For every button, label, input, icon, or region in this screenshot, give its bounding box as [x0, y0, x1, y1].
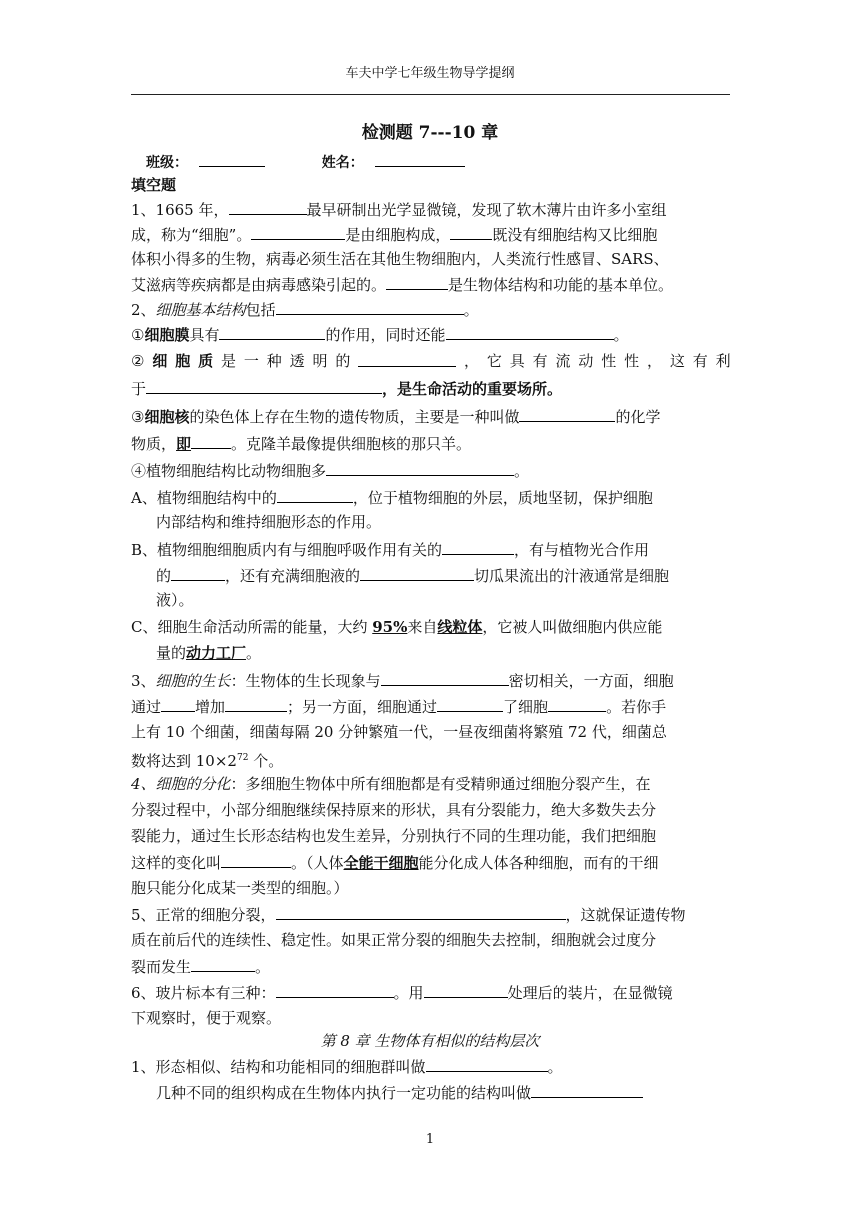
class-field[interactable] — [199, 152, 265, 167]
q2-text: 。 — [246, 644, 262, 662]
term-cytoplasm-char: 胞 — [175, 352, 191, 370]
q2-cytoplasm-line — [131, 352, 731, 370]
term-cell-membrane: 细胞膜 — [144, 326, 190, 344]
q2-text: ，有与植物光合作用 — [514, 541, 650, 559]
answer-blank[interactable] — [446, 325, 614, 340]
percent-value: 95% — [372, 618, 408, 636]
q4-text: 能分化成人体各种细胞，而有的干细 — [418, 854, 659, 872]
q2-text: 。 — [463, 301, 479, 319]
q2-text: 的化学 — [615, 408, 661, 426]
q1-line-4 — [131, 275, 731, 294]
class-label: 班级： — [146, 155, 188, 171]
q2-text: ④植物细胞结构比动物细胞多 — [131, 462, 327, 480]
answer-blank[interactable] — [276, 300, 464, 315]
header-rule — [131, 94, 730, 95]
q3-line-3: 上有 10 个细菌，细菌每隔 20 分钟繁殖一代，一昼夜细菌将繁殖 72 代，细菌总 — [131, 723, 667, 741]
q2-char: 有 — [532, 352, 548, 370]
q2-text: 具有 — [189, 326, 220, 344]
answer-blank[interactable] — [326, 461, 514, 476]
answer-blank[interactable] — [531, 1083, 643, 1098]
answer-blank[interactable] — [277, 488, 353, 503]
q3-italic-term: 细胞的生长 — [155, 672, 231, 690]
q2-char: 透 — [289, 352, 305, 370]
q2-nucleus-line — [131, 407, 731, 426]
q3-line-2 — [131, 697, 731, 716]
q2-text: A、植物细胞结构中的 — [131, 489, 277, 507]
name-field[interactable] — [375, 152, 465, 167]
q1-line-1 — [131, 200, 731, 219]
q3-line-4 — [131, 749, 731, 770]
q2-c-line-1 — [131, 618, 731, 636]
exponent: 72 — [236, 753, 249, 763]
q2-char: 它 — [486, 352, 502, 370]
answer-blank[interactable] — [191, 434, 231, 449]
q2-text: ，它被人叫做细胞内供应能 — [482, 618, 663, 636]
answer-blank[interactable] — [146, 379, 382, 394]
q3-text: 增加 — [195, 698, 226, 716]
term-mitochondria: 线粒体 — [437, 618, 483, 636]
q2-char: 是 — [220, 352, 236, 370]
q2-char: ， — [464, 352, 480, 370]
q5-text: 裂而发生 — [131, 958, 192, 976]
page-header: 车夫中学七年级生物导学提纲 — [345, 66, 515, 81]
q4-text: 这样的变化叫 — [131, 854, 222, 872]
q1-text: 是生物体结构和功能的基本单位。 — [448, 276, 674, 294]
q2-text: ③ — [131, 408, 145, 426]
answer-blank[interactable] — [276, 983, 394, 998]
q2-nucleus-line-2 — [131, 434, 731, 453]
term-cytoplasm-char: 细 — [152, 352, 168, 370]
q2-char: 动 — [578, 352, 594, 370]
answer-blank[interactable] — [251, 225, 345, 240]
q4-text: 。（人体 — [291, 854, 344, 872]
q2-char: 流 — [555, 352, 571, 370]
c8-text: 。 — [547, 1058, 563, 1076]
q3-text: ；另一方面，细胞通过 — [287, 698, 438, 716]
q5-line-3 — [131, 957, 731, 976]
answer-blank[interactable] — [171, 566, 225, 581]
q2-line-1 — [131, 300, 731, 319]
answer-blank[interactable] — [386, 275, 448, 290]
q6-line-1 — [131, 983, 731, 1002]
q2-b-line-1 — [131, 540, 731, 559]
q2-text: 2、 — [131, 301, 156, 319]
q4-italic-term: 4、细胞的分化 — [131, 775, 231, 793]
q2-char: 一 — [243, 352, 259, 370]
q3-text: 。若你手 — [606, 698, 667, 716]
q3-text: 数将达到 10×2 — [131, 752, 237, 770]
q2-char: 有 — [692, 352, 708, 370]
q6-text: 6、玻片标本有三种： — [131, 984, 276, 1002]
answer-blank[interactable] — [358, 352, 456, 367]
section-heading: 填空题 — [131, 176, 177, 194]
q1-text: 艾滋病等疾病都是由病毒感染引起的。 — [131, 276, 387, 294]
q5-line-1 — [131, 905, 731, 924]
q3-text: 了细胞 — [503, 698, 549, 716]
q4-line-5: 胞只能分化成某一类型的细胞。） — [131, 879, 349, 897]
answer-blank[interactable] — [442, 540, 514, 555]
q2-char: 种 — [266, 352, 282, 370]
q2-text: 包括 — [245, 301, 276, 319]
q3-text: ：生物体的生长现象与 — [230, 672, 381, 690]
q2-text: 来自 — [407, 618, 438, 636]
q5-line-2: 质在前后代的连续性、稳定性。如果正常分裂的细胞失去控制，细胞就会过度分 — [131, 931, 657, 949]
answer-blank[interactable] — [450, 225, 492, 240]
q2-text: 的作用，同时还能 — [325, 326, 446, 344]
q2-text: 于 — [131, 380, 147, 398]
q6-text: 处理后的装片，在显微镜 — [507, 984, 673, 1002]
q2-text: 物质， — [131, 435, 177, 453]
c8-line-2 — [156, 1083, 756, 1102]
q2-plant-line — [131, 461, 731, 480]
q2-text: 切瓜果流出的汁液通常是细胞 — [474, 567, 670, 585]
q2-text: C、细胞生命活动所需的能量，大约 — [131, 618, 373, 636]
q3-text: 个。 — [248, 752, 284, 770]
q1-text: 既没有细胞结构又比细胞 — [492, 226, 658, 244]
q2-bold-text: ，是生命活动的重要场所。 — [382, 380, 563, 398]
q4-line-2: 分裂过程中，小部分细胞继续保持原来的形状，具有分裂能力，绝大多数失去分 — [131, 801, 657, 819]
q5-text: 。 — [255, 958, 271, 976]
q2-italic-term: 细胞基本结构 — [155, 301, 246, 319]
answer-blank[interactable] — [229, 200, 307, 215]
q2-char: ， — [647, 352, 663, 370]
q1-line-3: 体积小得多的生物，病毒必须生活在其他生物细胞内，人类流行性感冒、SARS、 — [131, 250, 669, 268]
q2-text: 。克隆羊最像提供细胞核的那只羊。 — [231, 435, 472, 453]
answer-blank[interactable] — [221, 853, 291, 868]
q3-line-1 — [131, 671, 731, 690]
name-label: 姓名： — [321, 155, 364, 171]
q1-text: 最早研制出光学显微镜，发现了软木薄片由许多小室组 — [306, 201, 667, 219]
q4-line-3: 裂能力，通过生长形态结构也发生差异，分别执行不同的生理功能，我们把细胞 — [131, 827, 657, 845]
answer-blank[interactable] — [161, 697, 195, 712]
q4-line-1 — [131, 775, 731, 793]
q2-bold-underlined: 即 — [176, 435, 192, 453]
q2-text: ，还有充满细胞液的 — [225, 567, 361, 585]
answer-blank[interactable] — [225, 697, 287, 712]
q2-char: 明 — [312, 352, 328, 370]
q2-char: ② — [131, 352, 145, 370]
answer-blank[interactable] — [219, 325, 325, 340]
term-cytoplasm-char: 质 — [198, 352, 214, 370]
q2-char: 利 — [715, 352, 731, 370]
q6-text: 。用 — [393, 984, 424, 1002]
answer-blank[interactable] — [426, 1057, 548, 1072]
q2-membrane-line — [131, 325, 731, 344]
answer-blank[interactable] — [191, 957, 255, 972]
term-nucleus: 细胞核 — [144, 408, 190, 426]
q2-text: 的染色体上存在生物的遗传物质，主要是一种叫做 — [189, 408, 520, 426]
q5-text: ，这就保证遗传物 — [565, 906, 686, 924]
q2-b-line-3: 液）。 — [156, 591, 194, 609]
chapter-heading: 第 8 章 生物体有相似的结构层次 — [320, 1032, 540, 1050]
q2-text: 。 — [613, 326, 629, 344]
q4-text: ：多细胞生物体中所有细胞都是有受精卵通过细胞分裂产生，在 — [230, 775, 651, 793]
q1-text: 是由细胞构成， — [345, 226, 451, 244]
q4-line-4 — [131, 853, 731, 872]
answer-blank[interactable] — [381, 671, 509, 686]
c8-line-1 — [131, 1057, 731, 1076]
q2-text: 量的 — [156, 644, 187, 662]
page-title: 检测题 7---10 章 — [361, 123, 499, 143]
q2-text: 。 — [514, 462, 530, 480]
q2-c-line-2 — [156, 644, 756, 662]
q2-text: ，位于植物细胞的外层，质地坚韧，保护细胞 — [352, 489, 653, 507]
c8-text: 1、形态相似、结构和功能相同的细胞群叫做 — [131, 1058, 426, 1076]
q2-cytoplasm-line-2 — [131, 379, 731, 398]
answer-blank[interactable] — [437, 697, 503, 712]
answer-blank[interactable] — [424, 983, 508, 998]
q1-text: 成，称为“细胞”。 — [131, 226, 252, 244]
term-stem-cell: 全能干细胞 — [343, 854, 419, 872]
page-number: 1 — [425, 1132, 435, 1147]
q2-char: 具 — [509, 352, 525, 370]
q2-b-line-2 — [156, 566, 756, 585]
q2-text: ① — [131, 326, 145, 344]
q2-a-line-2: 内部结构和维持细胞形态的作用。 — [156, 513, 382, 531]
answer-blank[interactable] — [360, 566, 474, 581]
student-info — [146, 152, 746, 172]
q2-char: 性 — [601, 352, 617, 370]
q1-text: 1、1665 年， — [131, 201, 229, 219]
q1-line-2 — [131, 225, 731, 244]
answer-blank[interactable] — [519, 407, 615, 422]
q3-text: 通过 — [131, 698, 162, 716]
q3-text: 密切相关，一方面，细胞 — [508, 672, 674, 690]
q2-char: 这 — [669, 352, 685, 370]
answer-blank[interactable] — [276, 905, 566, 920]
q3-text: 3、 — [131, 672, 156, 690]
q2-text: 的 — [156, 567, 172, 585]
q2-text: B、植物细胞细胞质内有与细胞呼吸作用有关的 — [131, 541, 443, 559]
q2-a-line-1 — [131, 488, 731, 507]
q6-line-2: 下观察时，便于观察。 — [131, 1009, 282, 1027]
c8-text: 几种不同的组织构成在生物体内执行一定功能的结构叫做 — [156, 1084, 532, 1102]
q5-text: 5、正常的细胞分裂， — [131, 906, 276, 924]
term-power-plant: 动力工厂 — [186, 644, 247, 662]
answer-blank[interactable] — [548, 697, 606, 712]
q2-char: 性 — [624, 352, 640, 370]
q2-char: 的 — [335, 352, 351, 370]
